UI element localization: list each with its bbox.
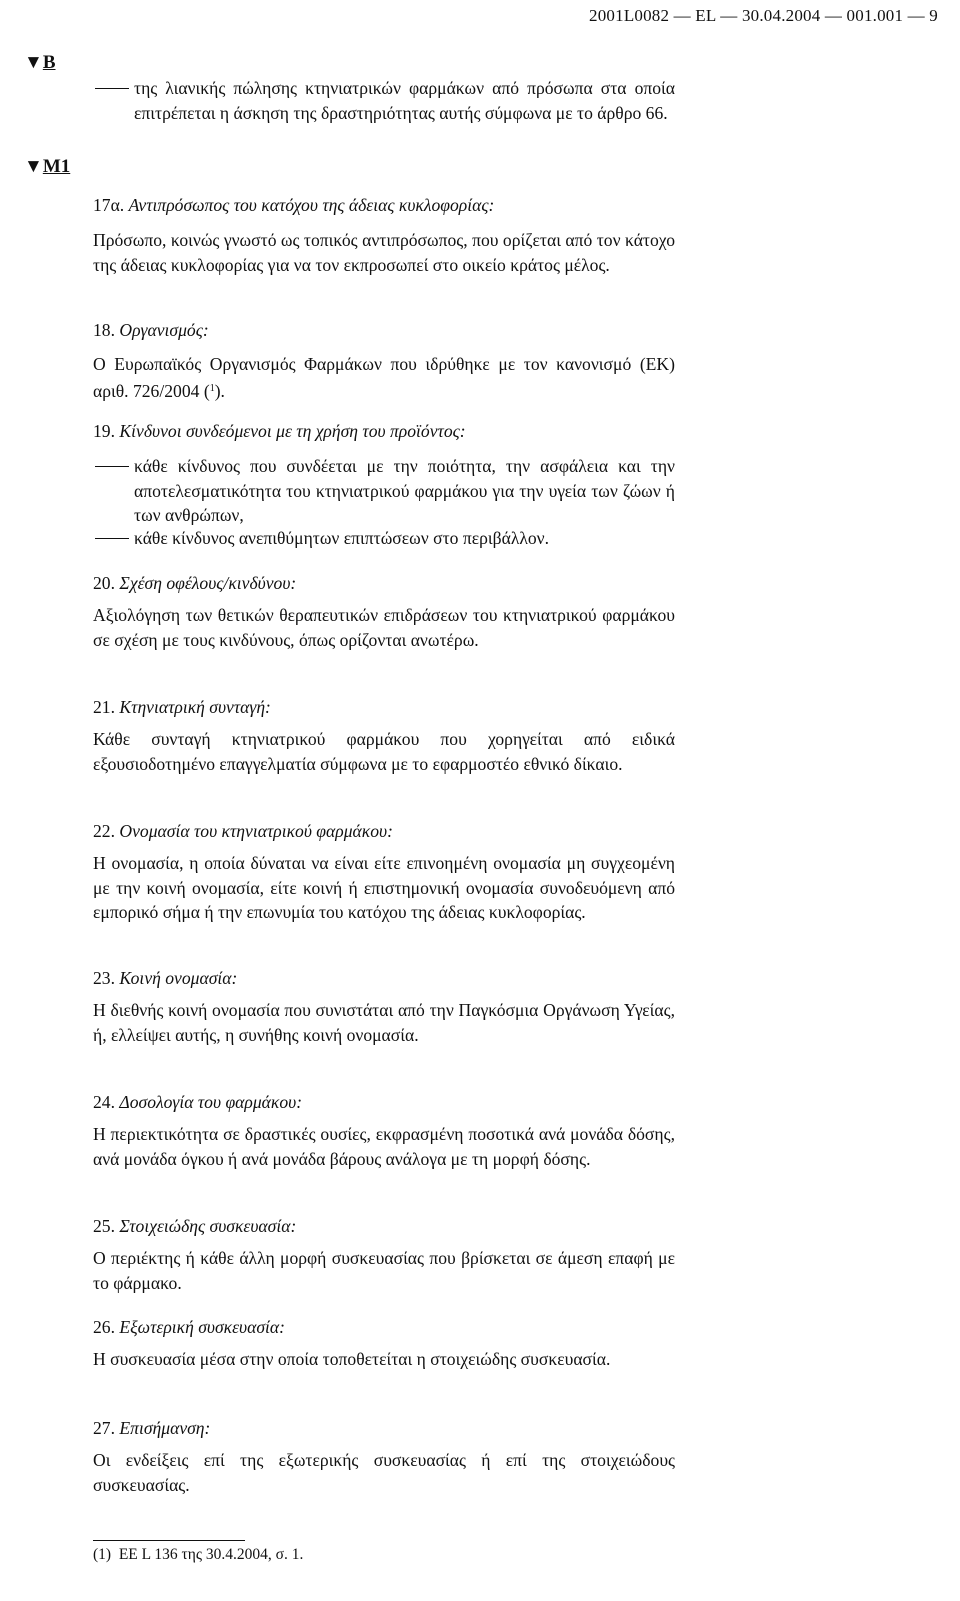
definition-body: Ο περιέκτης ή κάθε άλλη μορφή συσκευασίας που βρίσκεται σε άμεση επαφή με το φάρμακο.: [93, 1248, 675, 1293]
definition-number: 19.: [93, 421, 115, 441]
definition-heading: [93, 1214, 296, 1239]
definition-number: 21.: [93, 697, 115, 717]
list-item: [93, 454, 675, 528]
list-item: [93, 76, 675, 125]
definition-number: 24.: [93, 1092, 115, 1112]
list-item: [93, 526, 675, 551]
definition-title: Σχέση οφέλους/κινδύνου:: [119, 573, 297, 593]
definition-number: 17α.: [93, 195, 125, 215]
marker-label: B: [42, 52, 56, 73]
definition-body: Κάθε συνταγή κτηνιατρικού φαρμάκου που χορηγείται από ειδικά εξουσιοδοτημένο επαγγελματία σύμφωνα με το εφαρμοστέο εθνικό δίκαιο.: [93, 729, 675, 774]
definition-number: 18.: [93, 320, 115, 340]
definition-heading: [93, 1416, 210, 1441]
definition-title: Ονομασία του κτηνιατρικού φαρμάκου:: [119, 821, 393, 841]
list-item-text: κάθε κίνδυνος ανεπιθύμητων επιπτώσεων στο περιβάλλον.: [134, 528, 550, 548]
definition-body: Πρόσωπο, κοινώς γνωστό ως τοπικός αντιπρόσωπος, που ορίζεται από τον κάτοχο της άδειας κυκλοφορίας για να τον εκπροσωπεί στο οικείο κράτος μέλος.: [93, 230, 675, 275]
definition-body: Οι ενδείξεις επί της εξωτερικής συσκευασίας ή επί της στοιχειώδους συσκευασίας.: [93, 1450, 675, 1495]
definition-heading: [93, 966, 237, 991]
footnote-reference[interactable]: 1: [209, 382, 215, 394]
list-item-text: κάθε κίνδυνος που συνδέεται με την ποιότητα, την ασφάλεια και την αποτελεσματικότητα του κτηνιατρικού φαρμάκου για την υγεία των ζώων ή των ανθρώπων,: [134, 456, 675, 526]
amendment-marker-b: [24, 52, 56, 74]
definition-body: [93, 352, 675, 403]
definition-number: 27.: [93, 1418, 115, 1438]
marker-label: M1: [42, 156, 71, 177]
triangle-down-icon: ▼: [24, 52, 43, 73]
document-reference-header: 2001L0082 — EL — 30.04.2004 — 001.001 — 9: [589, 6, 938, 25]
definition-number: 23.: [93, 968, 115, 988]
definition-title: Επισήμανση:: [119, 1418, 211, 1438]
definition-title: Στοιχειώδης συσκευασία:: [119, 1216, 297, 1236]
definition-title: Εξωτερική συσκευασία:: [119, 1317, 286, 1337]
definition-body: Αξιολόγηση των θετικών θεραπευτικών επιδράσεων του κτηνιατρικού φαρμάκου σε σχέση με τους κινδύνους, όπως ορίζονται ανωτέρω.: [93, 605, 675, 650]
definition-number: 22.: [93, 821, 115, 841]
footnote-divider: [93, 1540, 245, 1541]
definition-title: Δοσολογία του φαρμάκου:: [119, 1092, 303, 1112]
definition-number: 26.: [93, 1317, 115, 1337]
definition-body: Η συσκευασία μέσα στην οποία τοποθετείται η στοιχειώδης συσκευασία.: [93, 1349, 611, 1369]
list-item-text: της λιανικής πώλησης κτηνιατρικών φαρμάκων από πρόσωπα στα οποία επιτρέπεται η άσκηση της δραστηριότητας αυτής σύμφωνα με το άρθρο 66.: [134, 78, 675, 123]
footnote-text: ΕΕ L 136 της 30.4.2004, σ. 1.: [118, 1546, 304, 1563]
definition-title: Κτηνιατρική συνταγή:: [119, 697, 271, 717]
definition-heading: [93, 1315, 285, 1340]
definition-heading: [93, 571, 296, 596]
definition-heading: [93, 695, 271, 720]
definition-body-end: ).: [214, 380, 225, 401]
definition-title: Αντιπρόσωπος του κατόχου της άδειας κυκλοφορίας:: [128, 195, 495, 215]
definition-body: Η διεθνής κοινή ονομασία που συνιστάται από την Παγκόσμια Οργάνωση Υγείας, ή, ελλείψει αυτής, η συνήθης κοινή ονομασία.: [93, 1000, 675, 1045]
definition-title: Κίνδυνοι συνδεόμενοι με τη χρήση του προϊόντος:: [119, 421, 466, 441]
definition-heading: [93, 1090, 302, 1115]
definition-heading: [93, 193, 494, 218]
triangle-down-icon: ▼: [24, 156, 43, 177]
footnote: [93, 1546, 303, 1564]
definition-body-text: Ο Ευρωπαϊκός Οργανισμός Φαρμάκων που ιδρύθηκε με τον κανονισμό (ΕΚ) αριθ. 726/2004 (: [93, 354, 675, 401]
definition-heading: [93, 819, 393, 844]
definition-title: Κοινή ονομασία:: [119, 968, 238, 988]
amendment-marker-m1: [24, 156, 70, 178]
definition-body: Η ονομασία, η οποία δύναται να είναι είτε επινοημένη ονομασία μη συγχεομένη με την κοινή ονομασία, είτε κοινή ή επιστημονική ονομασία συνοδευόμενη από εμπορικό σήμα ή την επωνυμία του κατόχου της άδειας κυκλοφορίας.: [93, 853, 675, 923]
definition-heading: [93, 318, 209, 343]
footnote-marker: (1): [93, 1546, 112, 1563]
definition-number: 25.: [93, 1216, 115, 1236]
definition-number: 20.: [93, 573, 115, 593]
definition-heading: [93, 419, 466, 444]
definition-title: Οργανισμός:: [119, 320, 209, 340]
definition-body: Η περιεκτικότητα σε δραστικές ουσίες, εκφρασμένη ποσοτικά ανά μονάδα δόσης, ανά μονάδα όγκου ή ανά μονάδα βάρους ανάλογα με τη μορφή δόσης.: [93, 1124, 675, 1169]
